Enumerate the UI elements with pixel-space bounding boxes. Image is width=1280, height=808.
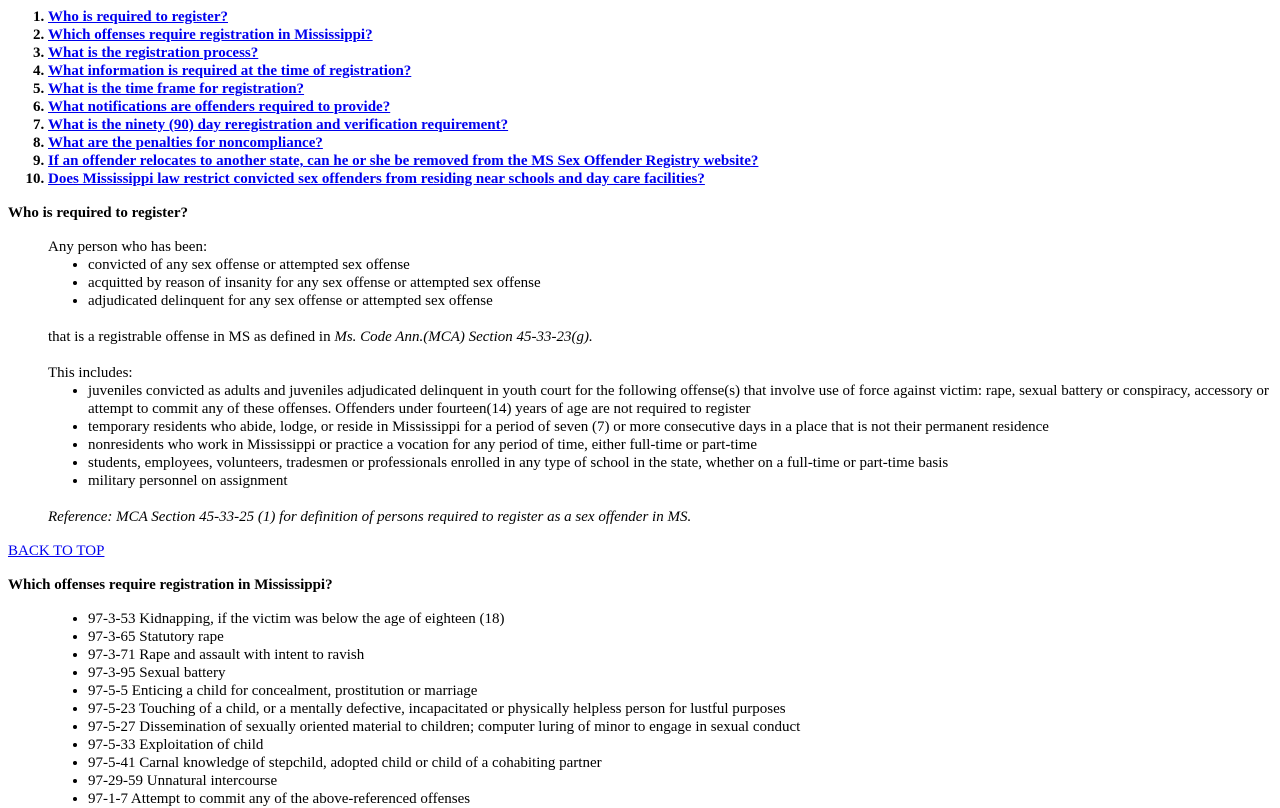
toc-item: [48, 116, 1272, 134]
spacer: [48, 346, 1272, 364]
toc-link-which-offenses[interactable]: Which offenses require registration in Mississippi?: [48, 27, 373, 43]
includes-label: This includes:: [48, 365, 133, 381]
toc-link-who-required[interactable]: Who is required to register?: [48, 9, 228, 25]
list-item: • 97-3-53 Kidnapping, if the victim was below the age of eighteen (18): [88, 610, 1272, 628]
list-item: • 97-5-5 Enticing a child for concealment, prostitution or marriage: [88, 682, 1272, 700]
list-item: • 97-3-71 Rape and assault with intent to ravish: [88, 646, 1272, 664]
section-body-who-required: [48, 238, 1272, 526]
toc-link-notifications[interactable]: What notifications are offenders required to provide?: [48, 99, 391, 115]
spacer: [48, 490, 1272, 508]
registrable-prefix: that is a registrable offense in MS as defined in: [48, 329, 335, 345]
list-item: • students, employees, volunteers, tradesmen or professionals enrolled in any type of school in the state, whether on a full-time or part-time basis: [88, 454, 1272, 472]
list-item: • acquitted by reason of insanity for any sex offense or attempted sex offense: [88, 274, 1272, 292]
list-item: • temporary residents who abide, lodge, or reside in Mississippi for a period of seven (7) or more consecutive days in a place that is not their permanent residence: [88, 418, 1272, 436]
toc-item: [48, 98, 1272, 116]
reference-note: Reference: MCA Section 45-33-25 (1) for definition of persons required to register as a sex offender in MS.: [48, 509, 692, 525]
code-reference: Ms. Code Ann.(MCA) Section 45-33-23(g).: [334, 329, 593, 345]
toc-item: [48, 26, 1272, 44]
toc-link-time-frame[interactable]: What is the time frame for registration?: [48, 81, 305, 97]
toc-item: [48, 134, 1272, 152]
spacer: [48, 310, 1272, 328]
list-item: • 97-1-7 Attempt to commit any of the above-referenced offenses: [88, 790, 1272, 808]
list-item: • nonresidents who work in Mississippi or practice a vocation for any period of time, either full-time or part-time: [88, 436, 1272, 454]
person-criteria-list: [48, 256, 1272, 310]
includes-list: [48, 382, 1272, 490]
list-item: • 97-5-27 Dissemination of sexually oriented material to children; computer luring of minor to engage in sexual conduct: [88, 718, 1272, 736]
registrable-offense-text: [48, 328, 1272, 346]
toc-link-ninety-day[interactable]: What is the ninety (90) day reregistration and verification requirement?: [48, 117, 509, 133]
list-item: • 97-3-65 Statutory rape: [88, 628, 1272, 646]
toc-item: [48, 44, 1272, 62]
section-heading-who-required: Who is required to register?: [8, 205, 188, 221]
toc-item: [48, 62, 1272, 80]
toc-link-information-required[interactable]: What information is required at the time of registration?: [48, 63, 412, 79]
toc-item: [48, 8, 1272, 26]
list-item: • convicted of any sex offense or attempted sex offense: [88, 256, 1272, 274]
toc-item: [48, 170, 1272, 188]
toc-item: [48, 152, 1272, 170]
list-item: • 97-5-41 Carnal knowledge of stepchild, adopted child or child of a cohabiting partner: [88, 754, 1272, 772]
toc-link-residency-restriction[interactable]: Does Mississippi law restrict convicted sex offenders from residing near schools and day care facilities?: [48, 171, 705, 187]
list-item: • 97-29-59 Unnatural intercourse: [88, 772, 1272, 790]
section-heading-which-offenses: Which offenses require registration in Mississippi?: [8, 577, 333, 593]
toc-link-registration-process[interactable]: What is the registration process?: [48, 45, 259, 61]
toc-link-relocation[interactable]: If an offender relocates to another state, can he or she be removed from the MS Sex Offender Registry website?: [48, 153, 759, 169]
list-item: • 97-5-33 Exploitation of child: [88, 736, 1272, 754]
list-item: • 97-3-95 Sexual battery: [88, 664, 1272, 682]
list-item: • juveniles convicted as adults and juveniles adjudicated delinquent in youth court for the following offense(s) that involve use of force against victim: rape, sexual battery or conspiracy, accessory or attempt to commit any of these offenses. Offenders under fourteen(14) years of age are not required to register: [88, 382, 1272, 418]
toc-link-penalties[interactable]: What are the penalties for noncompliance?: [48, 135, 323, 151]
offense-list: [48, 610, 1272, 808]
table-of-contents: [8, 8, 1272, 188]
list-item: • 97-5-23 Touching of a child, or a mentally defective, incapacitated or physically helpless person for lustful purposes: [88, 700, 1272, 718]
list-item: • military personnel on assignment: [88, 472, 1272, 490]
back-to-top-link[interactable]: BACK TO TOP: [8, 543, 105, 559]
list-item: • adjudicated delinquent for any sex offense or attempted sex offense: [88, 292, 1272, 310]
section-body-which-offenses: [48, 610, 1272, 808]
toc-item: [48, 80, 1272, 98]
intro-text: Any person who has been:: [48, 239, 208, 255]
